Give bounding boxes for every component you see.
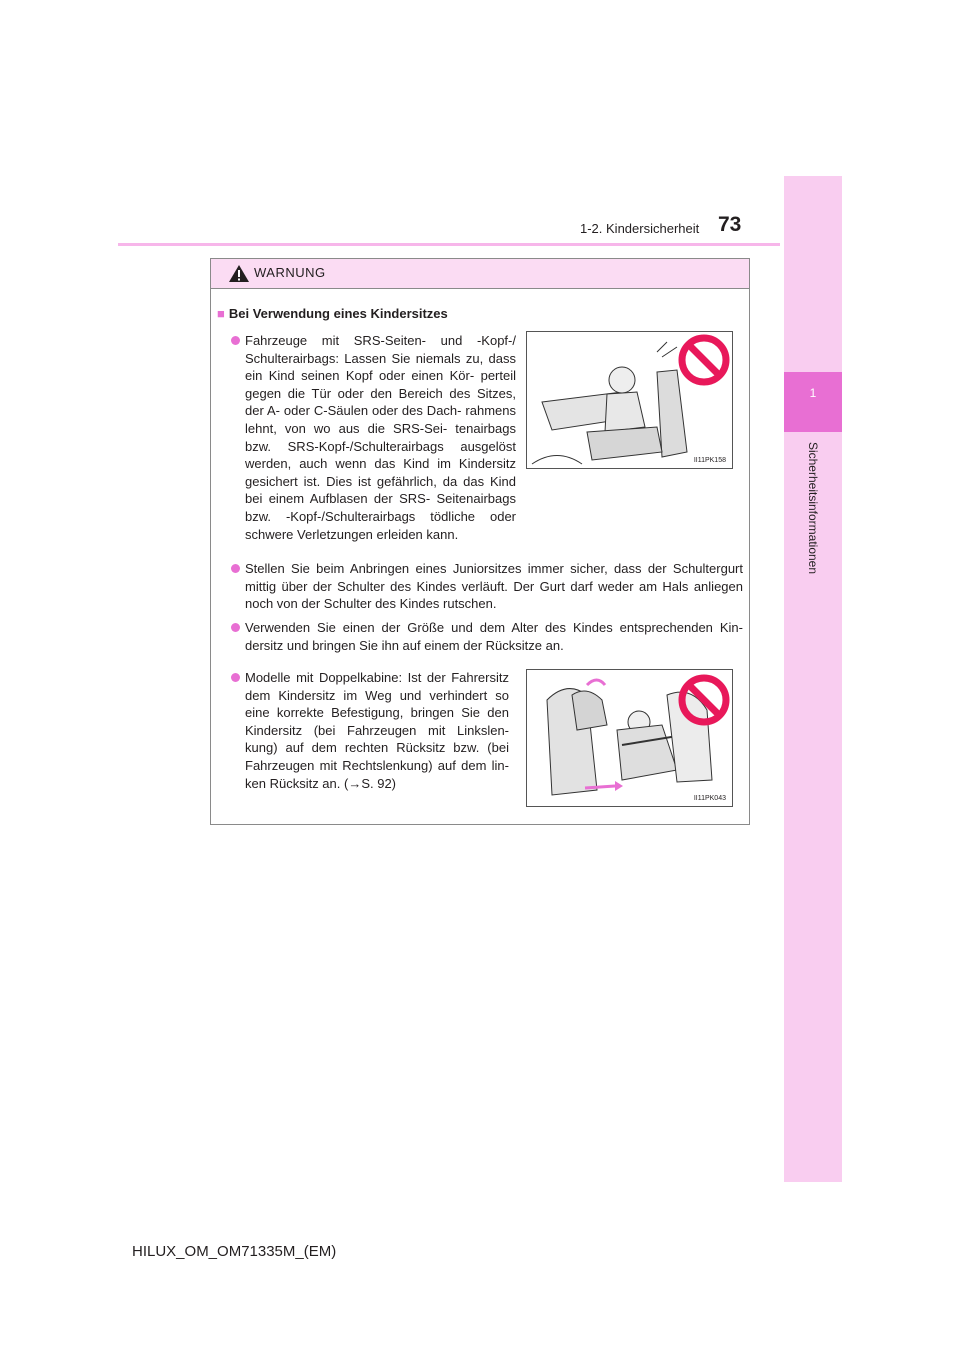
section-heading bbox=[217, 306, 448, 321]
bullet-item bbox=[245, 560, 743, 613]
prohibited-icon bbox=[527, 670, 732, 806]
bullet-dot-icon bbox=[231, 336, 240, 345]
bullet-text: Stellen Sie beim Anbringen eines Juniorsitzes immer sicher, dass der Schultergurt mittig über der Schulter des Kindes verläuft. Der Gurt darf weder am Hals anliegen noch von der Schulter des Kindes rutschen. bbox=[245, 561, 743, 612]
prohibited-icon bbox=[527, 332, 732, 468]
figure-code: II11PK043 bbox=[693, 795, 726, 802]
bullet-item bbox=[245, 619, 743, 654]
warning-header bbox=[211, 259, 749, 289]
figure-code: II11PK158 bbox=[693, 457, 726, 464]
bullet-text: Fahrzeuge mit SRS-Seiten- und -Kopf-/ Schulterairbags: Lassen Sie niemals zu, dass ein Kind seinen Kopf oder einen Kör- perteil gegen die Tür oder den Bereich des Sitzes, der A- oder C-Säulen oder des Dach- rahmens lehnt, von wo aus die SRS-Sei- tenairbags bzw. SRS-Kopf-/Schulterairbags ausgelöst werden, auch wenn das Kind im Kindersitz gesichert ist. Dies ist gefährlich, da das Kind bei einem Aufblasen der SRS- Seitenairbags bzw. -Kopf-/Schulterairbags tödliche oder schwere Verletzungen erleiden kann. bbox=[245, 333, 516, 542]
chapter-title: Sicherheitsinformationen bbox=[806, 441, 820, 575]
header-section-title: 1-2. Kindersicherheit bbox=[580, 221, 700, 236]
figure-child-seat-side-airbag bbox=[526, 331, 733, 469]
warning-triangle-icon bbox=[228, 264, 250, 283]
section-heading-text: Bei Verwendung eines Kindersitzes bbox=[228, 306, 448, 321]
bullet-item bbox=[245, 332, 516, 543]
bullet-dot-icon bbox=[231, 623, 240, 632]
bullet-item bbox=[245, 669, 509, 792]
bullet-text: Verwenden Sie einen der Größe und dem Alter des Kindes entsprechenden Kin- dersitz und bringen Sie ihn auf einem der Rücksitze an. bbox=[245, 620, 743, 653]
header-rule bbox=[118, 243, 780, 246]
footer-model-code: HILUX_OM_OM71335M_(EM) bbox=[132, 1243, 337, 1260]
side-tab bbox=[784, 176, 842, 1182]
page-number: 73 bbox=[718, 213, 742, 236]
bullet-dot-icon bbox=[231, 673, 240, 682]
warning-box bbox=[210, 258, 750, 825]
warning-title: WARNUNG bbox=[254, 265, 326, 280]
chapter-number: 1 bbox=[809, 386, 817, 400]
bullet-dot-icon bbox=[231, 564, 240, 573]
figure-driver-seat-conflict bbox=[526, 669, 733, 807]
section-square-icon: ■ bbox=[217, 306, 225, 321]
side-tab-active-chapter bbox=[784, 372, 842, 432]
bullet-text: Modelle mit Doppelkabine: Ist der Fahrersitz dem Kindersitz im Weg und verhindert so eine korrekte Befestigung, bringen Sie den Kindersitz (bei Fahrzeugen mit Linkslen- kung) auf dem rechten Rücksitz bzw. (bei Fahrzeugen mit Rechtslenkung) auf dem lin- ken Rücksitz an. (→S. 92) bbox=[245, 670, 509, 791]
